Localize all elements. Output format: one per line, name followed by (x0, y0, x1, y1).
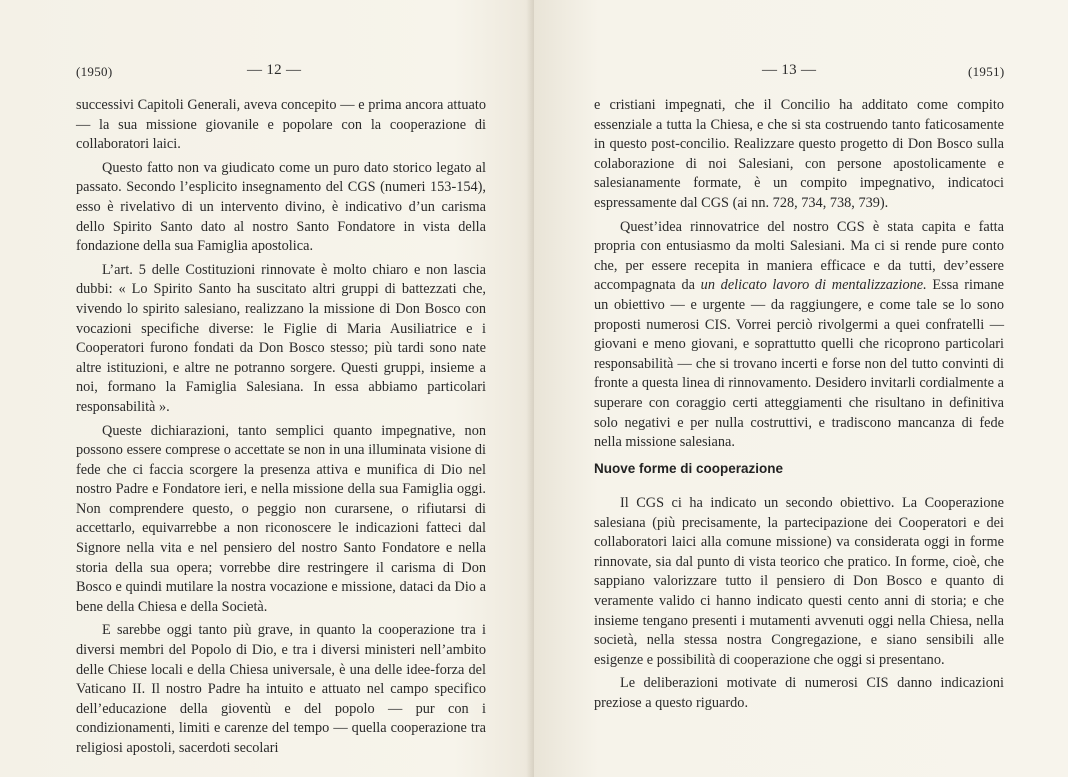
paragraph: Il CGS ci ha indicato un secondo obiettivo. La Cooperazione salesiana (più precisamente, la partecipazione dei Cooperatori e dei collaboratori laici alla comune missione) va considerata oggi in forme rinnovate, sia dal punto di vista teorico che pratico. In forme, cioè, che sappiano valorizzare tutto il pensiero di Don Bosco e quanto di veramente valido ci hanno indicato questi cento anni di storia; e che insieme tengano presenti i mutamenti avvenuti oggi nella Chiesa, nella società, nella stessa nostra Congregazione, e siano sensibili alle esigenze e possibilità di cooperazione che oggi si presentano. (594, 495, 1004, 668)
paragraph: E sarebbe oggi tanto più grave, in quanto la cooperazione tra i diversi membri del Popolo di Dio, e tra i diversi ministeri nell’ambito delle Chiese locali e della Chiesa universale, è una delle idee-forza del Vaticano II. Il nostro Padre ha intuito e attuato nel campo specifico dell’educazione della gioventù e del popolo — pur con i condizionamenti, limiti e carenze del tempo — quella cooperazione tra religiosi apostoli, sacerdoti secolari (76, 622, 486, 756)
section-heading: Nuove forme di cooperazione (594, 461, 784, 476)
right-page-number: — 13 — (762, 62, 817, 78)
right-page-body-bottom (594, 494, 1004, 718)
paragraph: L’art. 5 delle Costituzioni rinnovate è molto chiaro e non lascia dubbi: « Lo Spirito Santo ha suscitato altri gruppi di battezzati che, vivendo lo spirito salesiano, realizzano la missione di Don Bosco con vocazioni specifiche diverse: le Figlie di Maria Ausiliatrice e i Cooperatori furono fondati da Don Bosco stesso; più tardi sono nate altre istituzioni, e altre ne potranno sorgere. Questi gruppi, insieme a noi, formano la Famiglia Salesiana. In essa abbiamo particolari responsabilità ». (76, 261, 486, 415)
paragraph: successivi Capitoli Generali, aveva concepito — e prima ancora attuato — la sua missione giovanile e popolare con la cooperazione di collaboratori laici. (76, 97, 486, 153)
left-page-number: — 12 — (247, 62, 302, 78)
paragraph: Queste dichiarazioni, tanto semplici quanto impegnative, non possono essere comprese o accettate se non in una illuminata visione di fede che ci faccia scorgere la presenza attiva e munifica di Dio nel nostro Padre e Fondatore ieri, e nella missione della sua Famiglia oggi. Non comprendere questo, o peggio non curarsene, o rifiutarsi di accettarlo, equivarrebbe a non riconoscere le indicazioni fatteci dal Signore nella vita e nel pensiero del nostro Santo Fondatore e nella storia della sua opera; vorrebbe dire restringere il carisma di Don Bosco e quindi mutilare la nostra vocazione e missione, dataci da Dio a bene della Chiesa e della Società. (76, 422, 486, 615)
left-page-year: (1950) (76, 64, 113, 79)
left-page-body (76, 96, 486, 763)
paragraph-text: Quest’idea rinnovatrice del nostro CGS è stata capita e fatta propria con entusiasmo da molti Salesiani. Ma ci si rende pure conto che, per essere recepita in maniera efficace e da tutti, dev’essere accompagnata da (594, 218, 1004, 294)
paragraph (594, 218, 1004, 453)
right-page-body-top (594, 96, 1004, 457)
paragraph: Le deliberazioni motivate di numerosi CIS danno indicazioni preziose a questo riguardo. (594, 675, 1004, 711)
emphasis-text: un delicato lavoro di mentalizzazione. (700, 277, 927, 294)
paragraph: e cristiani impegnati, che il Concilio ha additato come compito essenziale a tutta la Chiesa, e che si sta costruendo tanto faticosamente in questo post-concilio. Realizzare questo progetto di Don Bosco sulla colaborazione di noi Salesiani, con persone apostolicamente e salesianamente formate, è un compito impegnativo, indicatoci espressamente dal CGS (ai nn. 728, 734, 738, 739). (594, 97, 1004, 211)
paragraph: Questo fatto non va giudicato come un puro dato storico legato al passato. Secondo l’esplicito insegnamento del CGS (numeri 153-154), esso è rivelativo di un intervento divino, è indicativo d’un carisma dello Spirito Santo dato al nostro Santo Fondatore in vista della fondazione della sua Famiglia apostolica. (76, 159, 486, 255)
right-page-year: (1951) (968, 64, 1005, 79)
paragraph-text: Essa rimane un obiettivo — e urgente — da raggiungere, e come tale se lo sono proposti numerosi CIS. Vorrei perciò rivolgermi a quei confratelli — giovani e meno giovani, e soprattutto quelli che ricoprono particolari responsabilità — che si trovano incerti e forse non del tutto convinti di fronte a questa linea di rinnovamento. Desidero invitarli cordialmente a superare con coraggio certi atteggiamenti che risultano in definitiva solo negativi e per nulla costruttivi, e tradiscono mancanza di fede nella missione salesiana. (594, 277, 1004, 451)
